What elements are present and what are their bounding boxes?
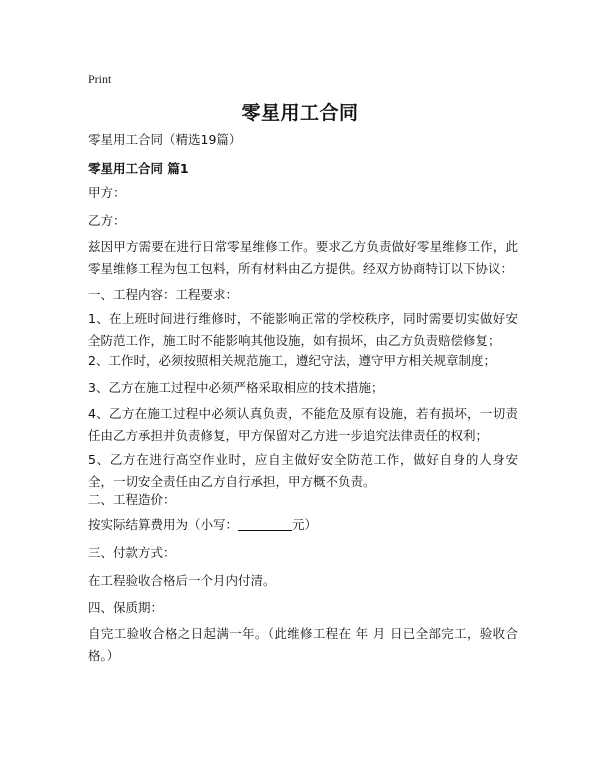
requirement-item-5: 5、乙方在进行高空作业时，应自主做好安全防范工作，做好自身的人身安全，一切安全责任由乙方自行承担，甲方概不负责。 (88, 452, 518, 489)
print-label: Print (88, 72, 112, 86)
section-4-heading: 四、保质期： (88, 600, 164, 615)
intro-paragraph: 兹因甲方需要在进行日常零星维修工作。要求乙方负责做好零星维修工作，此零星维修工程为包工包料，所有材料由乙方提供。经双方协商特订以下协议： (88, 239, 518, 276)
requirement-item-4: 4、乙方在施工过程中必须认真负责，不能危及原有设施，若有损坏，一切责任由乙方承担并负责修复，甲方保留对乙方进一步追究法律责任的权利； (88, 406, 518, 443)
section-2-heading: 二、工程造价： (88, 492, 176, 507)
document-title: 零星用工合同 (241, 102, 359, 124)
party-a-label: 甲方： (88, 185, 126, 200)
payment-text: 在工程验收合格后一个月内付清。 (88, 573, 276, 588)
requirement-item-1: 1、在上班时间进行维修时，不能影响正常的学校秩序，同时需要切实做好安全防范工作，施工时不能影响其他设施，如有损坏，由乙方负责赔偿修复； (88, 311, 518, 348)
requirement-item-3: 3、乙方在施工过程中必须严格采取相应的技术措施； (88, 380, 384, 395)
warranty-text: 自完工验收合格之日起满一年。（此维修工程在 年 月 日已全部完工，验收合格。） (88, 626, 518, 663)
price-suffix: 元） (292, 517, 318, 532)
price-prefix: 按实际结算费用为（小写： (88, 517, 239, 532)
document-subtitle: 零星用工合同（精选19篇） (88, 132, 242, 147)
section-1-heading: 一、工程内容：工程要求： (88, 287, 239, 302)
section-heading: 零星用工合同 篇1 (88, 161, 189, 176)
price-line (88, 514, 317, 536)
requirement-item-2: 2、工作时，必须按照相关规范施工，遵纪守法，遵守甲方相关规章制度； (88, 353, 496, 368)
price-blank (238, 517, 292, 531)
party-b-label: 乙方： (88, 213, 126, 228)
section-3-heading: 三、付款方式： (88, 545, 176, 560)
